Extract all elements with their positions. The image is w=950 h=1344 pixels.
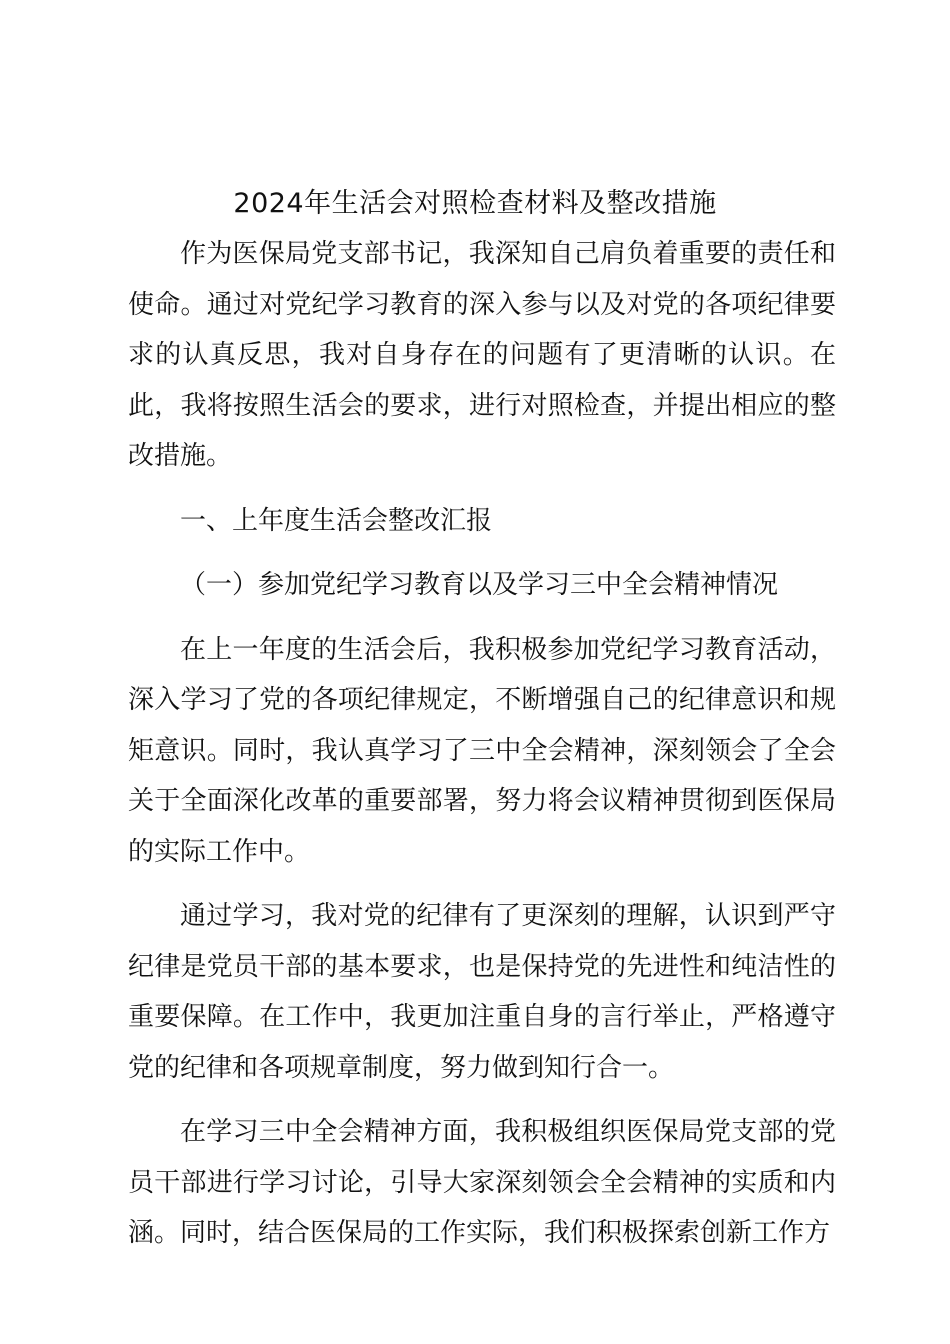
body-paragraph-1: 在上一年度的生活会后，我积极参加党纪学习教育活动，深入学习了党的各项纪律规定，不断增强自己的纪律意识和规矩意识。同时，我认真学习了三中全会精神，深刻领会了全会关于全面深化改革的重要部署，努力将会议精神贯彻到医保局的实际工作中。 bbox=[128, 634, 836, 867]
body-paragraph-2: 通过学习，我对党的纪律有了更深刻的理解，认识到严守纪律是党员干部的基本要求，也是保持党的先进性和纯洁性的重要保障。在工作中，我更加注重自身的言行举止，严格遵守党的纪律和各项规章制度，努力做到知行合一。 bbox=[128, 901, 836, 1083]
body-paragraph-3: 在学习三中全会精神方面，我积极组织医保局党支部的党员干部进行学习讨论，引导大家深刻领会全会精神的实质和内涵。同时，结合医保局的工作实际，我们积极探索创新工作方 bbox=[128, 1117, 836, 1248]
intro-paragraph: 作为医保局党支部书记，我深知自己肩负着重要的责任和使命。通过对党纪学习教育的深入参与以及对党的各项纪律要求的认真反思，我对自身存在的问题有了更清晰的认识。在此，我将按照生活会的要求，进行对照检查，并提出相应的整改措施。 bbox=[128, 239, 836, 471]
document-title: 2024年生活会对照检查材料及整改措施 bbox=[233, 188, 717, 219]
subsection-heading: （一）参加党纪学习教育以及学习三中全会精神情况 bbox=[180, 570, 779, 600]
section-heading: 一、上年度生活会整改汇报 bbox=[180, 505, 493, 536]
document-body bbox=[128, 229, 836, 1259]
